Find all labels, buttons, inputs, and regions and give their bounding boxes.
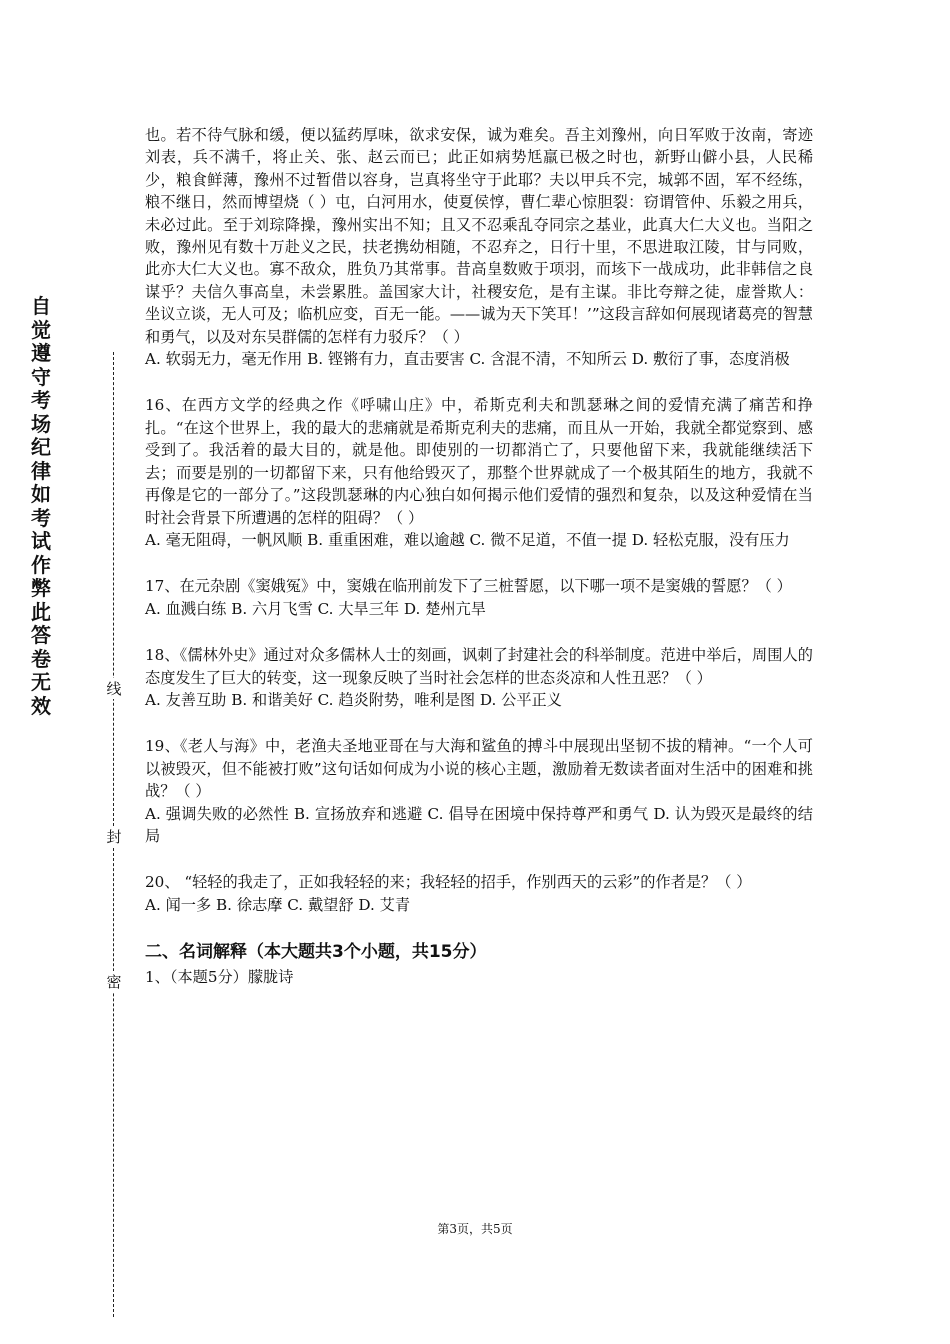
question-stem: 18、《儒林外史》通过对众多儒林人士的刻画，讽刺了封建社会的科举制度。范进中举后，周围人的态度发生了巨大的转变，这一现象反映了当时社会怎样的世态炎凉和人性丑恶？（ ） [145, 646, 813, 687]
question-20 [145, 871, 813, 916]
question-18 [145, 644, 813, 711]
exam-content [145, 124, 813, 989]
question-options: A. 闻一多 B. 徐志摩 C. 戴望舒 D. 艾青 [145, 895, 411, 914]
section-2-heading: 二、名词解释（本大题共3个小题，共15分） [145, 942, 487, 963]
binding-mark-mi: 密 [106, 973, 122, 991]
binding-mark-xian: 线 [106, 680, 122, 698]
binding-mark-feng: 封 [106, 828, 122, 846]
page-number: 第3页，共5页 [437, 1222, 513, 1236]
question-19 [145, 735, 813, 847]
question-16 [145, 394, 813, 551]
question-stem: 17、在元杂剧《窦娥冤》中，窦娥在临刑前发下了三桩誓愿，以下哪一项不是窦娥的誓愿？（ ） [145, 577, 792, 596]
term-item-1: 1、（本题5分）朦胧诗 [145, 968, 294, 987]
question-options: A. 毫无阻碍，一帆风顺 B. 重重困难，难以逾越 C. 微不足道，不值一提 D. 轻松克服，没有压力 [145, 530, 790, 549]
passage-text: 也。若不待气脉和缓，便以猛药厚味，欲求安保，诚为难矣。吾主刘豫州，向日军败于汝南，寄迹刘表，兵不满千，将止关、张、赵云而已；此正如病势尪羸已极之时也，新野山僻小县，人民稀少，粮食鲜薄，豫州不过暂借以容身，岂真将坐守于此耶？夫以甲兵不完，城郭不固，军不经练，粮不继日，然而博望烧（ ）屯，白河用水，使夏侯惇，曹仁辈心惊胆裂：窃谓管仲、乐毅之用兵，未必过此。至于刘琮降操，豫州实出不知；且又不忍乘乱夺同宗之基业，此真大仁大义也。当阳之败，豫州见有数十万赴义之民，扶老携幼相随，不忍弃之，日行十里，不思进取江陵，甘与同败，此亦大仁大义也。寡不敌众，胜负乃其常事。昔高皇数败于项羽，而垓下一战成功，此非韩信之良谋乎？夫信久事高皇，未尝累胜。盖国家大计，社稷安危，是有主谋。非比夸辩之徒，虚誉欺人：坐议立谈，无人可及；临机应变，百无一能。——诚为天下笑耳！’”这段言辞如何展现诸葛亮的智慧和勇气，以及对东吴群儒的怎样有力驳斥？（ ） [145, 126, 813, 346]
question-options: A. 强调失败的必然性 B. 宣扬放弃和逃避 C. 倡导在困境中保持尊严和勇气 D. 认为毁灭是最终的结局 [145, 804, 813, 845]
question-options: A. 友善互助 B. 和谐美好 C. 趋炎附势，唯利是图 D. 公平正义 [145, 690, 562, 709]
question-stem: 16、在西方文学的经典之作《呼啸山庄》中，希斯克利夫和凯瑟琳之间的爱情充满了痛苦和挣扎。“在这个世界上，我的最大的悲痛就是希斯克利夫的悲痛，而且从一开始，我就全都觉察到、感受到了。我活着的最大目的，就是他。即使别的一切都消亡了，只要他留下来，我就能继续活下去；而要是别的一切都留下来，只有他给毁灭了，那整个世界就成了一个极其陌生的地方，我就不再像是它的一部分了。”这段凯瑟琳的内心独白如何揭示他们爱情的强烈和复杂，以及这种爱情在当时社会背景下所遭遇的怎样的阻碍？（ ） [145, 396, 813, 527]
question-15-options: A. 软弱无力，毫无作用 B. 铿锵有力，直击要害 C. 含混不清，不知所云 D. 敷衍了事，态度消极 [145, 350, 790, 369]
question-stem: 19、《老人与海》中，老渔夫圣地亚哥在与大海和鲨鱼的搏斗中展现出坚韧不拔的精神。“一个人可以被毁灭，但不能被打败”这句话如何成为小说的核心主题，激励着无数读者面对生活中的困难和挑战？（ ） [145, 737, 813, 801]
question-17 [145, 575, 813, 620]
exam-discipline-notice: 自觉遵守考场纪律如考试作弊此答卷无效 [31, 294, 51, 718]
question-options: A. 血溅白练 B. 六月飞雪 C. 大旱三年 D. 楚州亢旱 [145, 599, 486, 618]
question-stem: 20、 “轻轻的我走了，正如我轻轻的来；我轻轻的招手，作别西天的云彩”的作者是？（ ） [145, 873, 752, 892]
